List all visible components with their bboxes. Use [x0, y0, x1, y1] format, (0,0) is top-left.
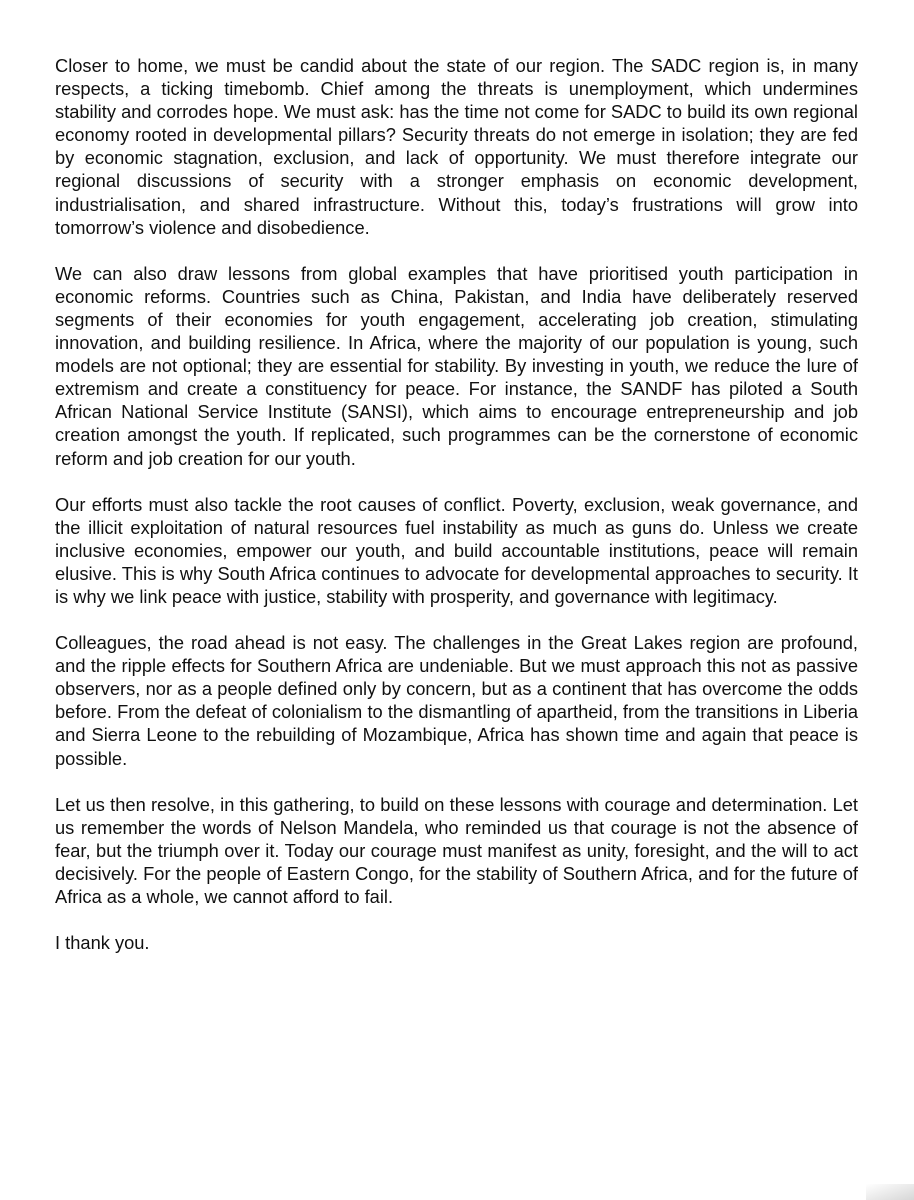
paragraph-youth-participation: We can also draw lessons from global examples that have prioritised youth participation in economic reforms. Countries such as China, Pakistan, and India have deliberately reserved segments of their economies for youth engagement, accelerating job creation, stimulating innovation, and building resilience. In Africa, where the majority of our population is young, such models are not optional; they are essential for stability. By investing in youth, we reduce the lure of extremism and create a constituency for peace. For instance, the SANDF has piloted a South African National Service Institute (SANSI), which aims to encourage entrepreneurship and job creation amongst the youth. If replicated, such programmes can be the cornerstone of economic reform and job creation for our youth.: [55, 262, 858, 469]
page-corner-shadow: [866, 1184, 914, 1200]
closing-line: I thank you.: [55, 932, 150, 954]
paragraph-regional-unemployment: Closer to home, we must be candid about the state of our region. The SADC region is, in many respects, a ticking timebomb. Chief among the threats is unemployment, which undermines stability and corrodes hope. We must ask: has the time not come for SADC to build its own regional economy rooted in developmental pillars? Security threats do not emerge in isolation; they are fed by economic stagnation, exclusion, and lack of opportunity. We must therefore integrate our regional discussions of security with a stronger emphasis on economic development, industrialisation, and shared infrastructure. Without this, today’s frustrations will grow into tomorrow’s violence and disobedience.: [55, 55, 858, 238]
paragraph-road-ahead: Colleagues, the road ahead is not easy. The challenges in the Great Lakes region are profound, and the ripple effects for Southern Africa are undeniable. But we must approach this not as passive observers, nor as a people defined only by concern, but as a continent that has overcome the odds before. From the defeat of colonialism to the dismantling of apartheid, from the transitions in Liberia and Sierra Leone to the rebuilding of Mozambique, Africa has shown time and again that peace is possible.: [55, 632, 858, 769]
speech-body: [55, 54, 858, 954]
paragraph-root-causes: Our efforts must also tackle the root causes of conflict. Poverty, exclusion, weak governance, and the illicit exploitation of natural resources fuel instability as much as guns do. Unless we create inclusive economies, empower our youth, and build accountable institutions, peace will remain elusive. This is why South Africa continues to advocate for developmental approaches to security. It is why we link peace with justice, stability with prosperity, and governance with legitimacy.: [55, 493, 858, 607]
paragraph-resolve: Let us then resolve, in this gathering, to build on these lessons with courage and determination. Let us remember the words of Nelson Mandela, who reminded us that courage is not the absence of fear, but the triumph over it. Today our courage must manifest as unity, foresight, and the will to act decisively. For the people of Eastern Congo, for the stability of Southern Africa, and for the future of Africa as a whole, we cannot afford to fail.: [55, 793, 858, 907]
